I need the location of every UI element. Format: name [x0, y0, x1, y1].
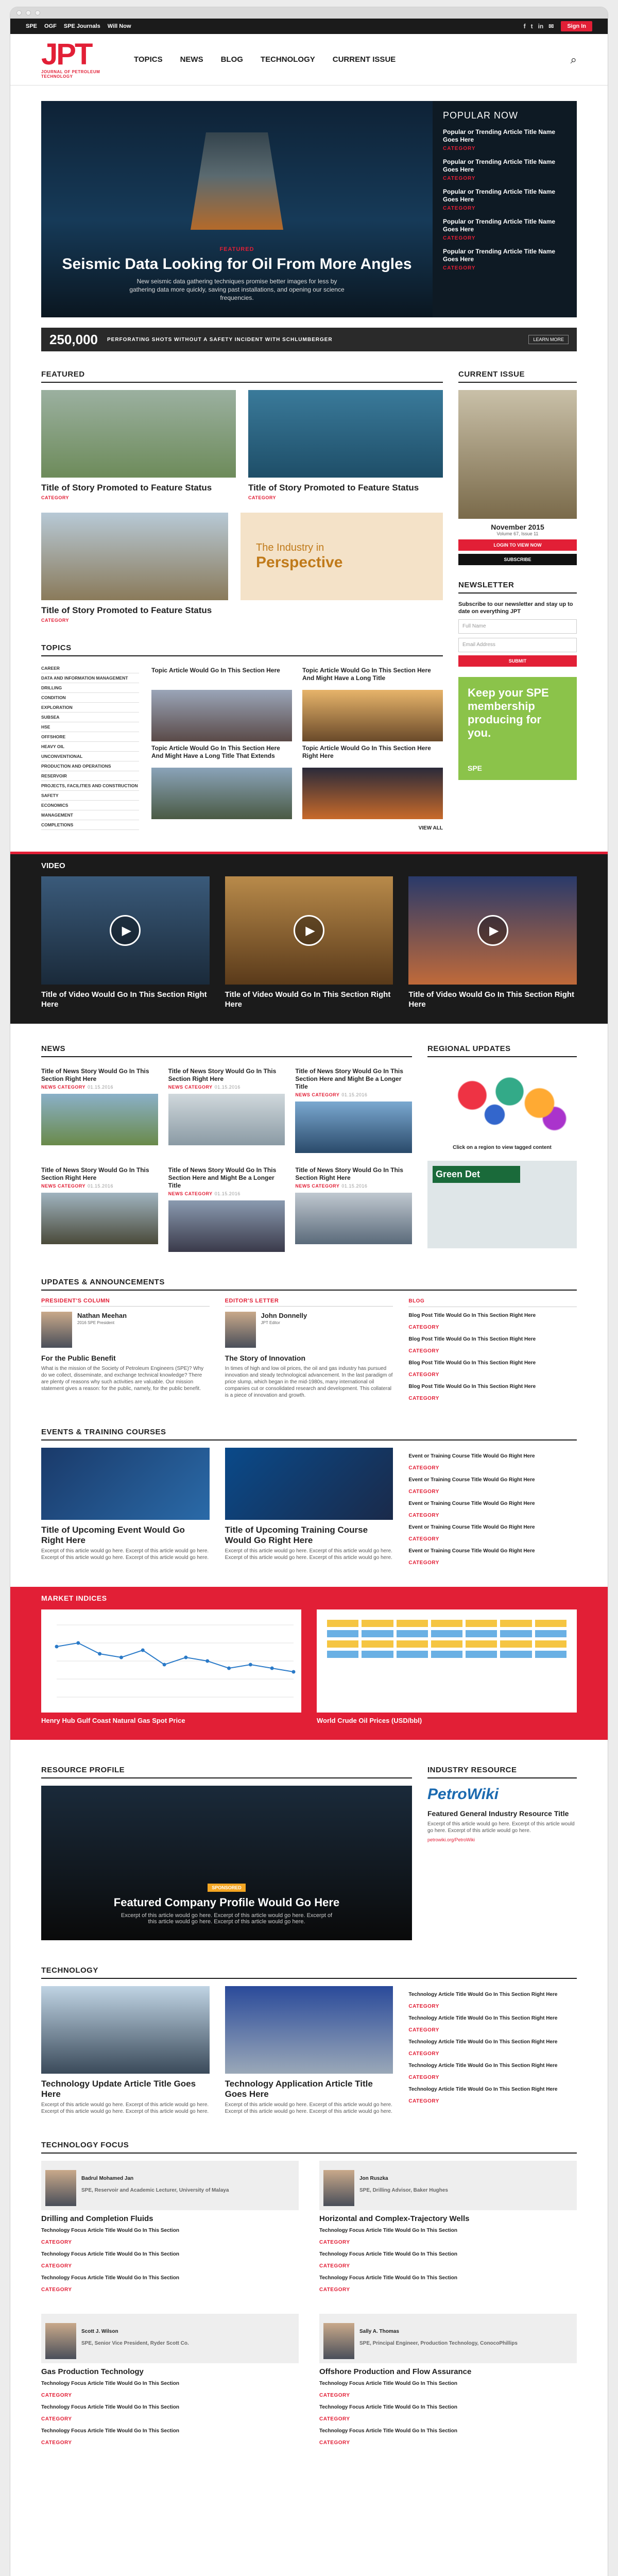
event-list-item[interactable]: Event or Training Course Title Would Go Right Here CATEGORY: [408, 1501, 535, 1518]
topic-articles: [151, 664, 443, 831]
focus-item[interactable]: Technology Focus Article Title Would Go In This Section CATEGORY: [319, 2404, 457, 2422]
focus-block: Scott J. Wilson SPE, Senior Vice President, Ryder Scott Co. Gas Production Technology Technology Focus Article Title Would Go In This Section CATEGORY Technology Focus Article Title Would Go In This Section CATEGORY Technology Focus Article Title Would Go In This Section CATEGORY: [41, 2314, 299, 2446]
video-thumbnail: [225, 876, 393, 985]
topic-link[interactable]: UNCONVENTIONAL: [41, 752, 139, 761]
regional-updates: [427, 1044, 577, 1252]
gas-price-caption: Henry Hub Gulf Coast Natural Gas Spot Price: [41, 1717, 185, 1724]
spe-membership-ad[interactable]: Keep your SPE membership producing for you. SPE: [458, 677, 577, 780]
data-point: [205, 1659, 209, 1663]
topic-link[interactable]: CONDITION: [41, 693, 139, 703]
main-nav: [134, 55, 571, 64]
focus-item[interactable]: Technology Focus Article Title Would Go In This Section CATEGORY: [319, 2428, 457, 2446]
table-cell: [397, 1640, 428, 1648]
newsletter-submit-button[interactable]: SUBMIT: [458, 655, 577, 667]
topic-link[interactable]: COMPLETIONS: [41, 820, 139, 830]
focus-item[interactable]: Technology Focus Article Title Would Go In This Section CATEGORY: [41, 2428, 179, 2446]
issue-volume: Volume 67, Issue 11: [496, 531, 539, 536]
table-cell: [431, 1620, 462, 1627]
video-section: [10, 852, 608, 1024]
event-image: [225, 1448, 393, 1520]
table-cell: [500, 1651, 531, 1658]
featured-section: [41, 370, 443, 831]
top-bar: [10, 19, 608, 34]
browser-chrome: [10, 7, 608, 19]
topic-article[interactable]: Topic Article Would Go In This Section Here And Might Have a Long Title That Extends: [151, 690, 292, 761]
gas-chart-svg: [41, 1609, 301, 1713]
sign-in-button[interactable]: Sign In: [561, 21, 592, 31]
topic-article[interactable]: Topic Article Would Go In This Section Here And Might Have a Long Title: [302, 667, 431, 682]
market-heading: MARKET INDICES: [41, 1594, 107, 1602]
data-point: [119, 1656, 123, 1659]
topic-link[interactable]: SAFETY: [41, 791, 139, 801]
data-point: [249, 1663, 252, 1667]
featured-card[interactable]: Title of Story Promoted to Feature Status CATEGORY: [248, 390, 443, 500]
focus-item[interactable]: Technology Focus Article Title Would Go In This Section CATEGORY: [41, 2228, 179, 2245]
news-image: [41, 1094, 158, 1145]
topic-link[interactable]: HSE: [41, 722, 139, 732]
table-cell: [535, 1651, 566, 1658]
hero-title[interactable]: Seismic Data Looking for Oil From More Angles: [62, 256, 412, 273]
data-point: [270, 1667, 274, 1670]
event-list-item[interactable]: Event or Training Course Title Would Go Right Here CATEGORY: [408, 1548, 535, 1566]
popular-item[interactable]: Popular or Trending Article Title Name Goes Here CATEGORY: [443, 248, 556, 271]
petrowiki-link[interactable]: petrowiki.org/PetroWiki: [427, 1837, 475, 1842]
gas-price-chart[interactable]: [41, 1609, 301, 1713]
focus-item[interactable]: Technology Focus Article Title Would Go In This Section CATEGORY: [319, 2381, 457, 2398]
hero-excerpt: New seismic data gathering techniques promise better images for less by gathering data more quickly, saving past installations, and opening our science frequencies.: [129, 278, 345, 301]
topbar-link[interactable]: SPE Journals: [63, 23, 100, 29]
table-cell: [397, 1630, 428, 1637]
featured-area: [41, 370, 577, 831]
name-field[interactable]: Full Name: [458, 619, 577, 634]
video-card[interactable]: ▶ Title of Video Would Go In This Section Right Here: [41, 876, 210, 1009]
focus-title[interactable]: Horizontal and Complex-Trajectory Wells: [319, 2214, 470, 2223]
regional-heading: REGIONAL UPDATES: [427, 1044, 577, 1057]
focus-block: Jon Ruszka SPE, Drilling Advisor, Baker Hughes Horizontal and Complex-Trajectory Wells Technology Focus Article Title Would Go In This Section CATEGORY Technology Focus Article Title Would Go In This Section CATEGORY Technology Focus Article Title Would Go In This Section CATEGORY: [319, 2161, 577, 2293]
hero: [41, 101, 577, 317]
avatar: [323, 2170, 354, 2206]
table-cell: [535, 1620, 566, 1627]
play-icon[interactable]: ▶: [110, 915, 141, 946]
data-point: [76, 1641, 80, 1645]
video-thumbnail: [41, 876, 210, 985]
resource-profile: [41, 1766, 412, 1940]
table-cell: [466, 1620, 497, 1627]
learn-more-button[interactable]: LEARN MORE: [528, 335, 569, 344]
table-cell: [327, 1620, 358, 1627]
technology-focus: [41, 2141, 577, 2446]
featured-card[interactable]: Title of Story Promoted to Feature Status CATEGORY: [41, 513, 228, 623]
tech-image: [41, 1986, 210, 2074]
news-image: [295, 1101, 412, 1153]
focus-block: Sally A. Thomas SPE, Principal Engineer, Production Technology, ConocoPhillips Offshore Production and Flow Assurance Technology Focus Article Title Would Go In This Section CATEGORY Technology Focus Article Title Would Go In This Section CATEGORY Technology Focus Article Title Would Go In This Section CATEGORY: [319, 2314, 577, 2446]
table-cell: [362, 1651, 393, 1658]
popular-now: [433, 101, 577, 317]
magazine-cover[interactable]: [458, 390, 577, 519]
site-header: [10, 34, 608, 86]
sponsored-badge: SPONSORED: [208, 1884, 246, 1892]
table-cell: [535, 1630, 566, 1637]
tech-list-item[interactable]: Technology Article Title Would Go In This Section Right Here CATEGORY: [408, 2087, 558, 2104]
editors-letter: EDITOR'S LETTER John Donnelly JPT Editor The Story of Innovation In times of high and low oil prices, the oil and gas industry has pursued innovation and steady technological advancement. In the last paradigm of price slump, which began in the mid-1980s, many international oil companies cut or consolidated research and development. This collateral is a piece of innovation and growth.: [225, 1298, 393, 1398]
sidebar: [458, 370, 577, 831]
data-point: [184, 1656, 187, 1659]
focus-item[interactable]: Technology Focus Article Title Would Go In This Section CATEGORY: [41, 2404, 179, 2422]
event-image: [41, 1448, 210, 1520]
topic-link[interactable]: ECONOMICS: [41, 801, 139, 810]
featured-image: [41, 390, 236, 478]
table-cell: [431, 1630, 462, 1637]
video-heading: VIDEO: [41, 861, 65, 870]
video-card[interactable]: ▶ Title of Video Would Go In This Section Right Here: [225, 876, 393, 1009]
table-cell: [327, 1651, 358, 1658]
presidents-column: PRESIDENT'S COLUMN Nathan Meehan 2016 SPE President For the Public Benefit What is the mission of the Society of Petroleum Engineers (SPE)? Why do we collect, disseminate, and exchange technical knowledge? There are plenty of reasons why such activities are valuable. Our mission statement gives a reason: for the public, namely, for the public benefit.: [41, 1298, 210, 1402]
topic-link[interactable]: SUBSEA: [41, 713, 139, 722]
event-list: [408, 1448, 577, 1566]
table-cell: [535, 1640, 566, 1648]
updates-heading: UPDATES & ANNOUNCEMENTS: [41, 1278, 577, 1291]
topic-link[interactable]: RESERVOIR: [41, 771, 139, 781]
popular-item[interactable]: Popular or Trending Article Title Name Goes Here CATEGORY: [443, 158, 556, 181]
event-card[interactable]: Title of Upcoming Event Would Go Right Here Excerpt of this article would go here. Excerpt of this article would go here. Excerpt of this article would go here. Excerpt of this article would go here.: [41, 1448, 210, 1566]
table-cell: [362, 1620, 393, 1627]
focus-item[interactable]: Technology Focus Article Title Would Go In This Section CATEGORY: [41, 2381, 179, 2398]
news-image: [168, 1200, 285, 1252]
green-det-ad[interactable]: Green Det: [427, 1161, 577, 1248]
news-item[interactable]: Title of News Story Would Go In This Section Here and Might Be a Longer Title NEWS CATEGORY 01.15.2016: [168, 1163, 285, 1252]
tech-card[interactable]: Technology Update Article Title Goes Here Excerpt of this article would go here. Excerpt of this article would go here. Excerpt of this article would go here. Excerpt of this article would go here.: [41, 1986, 210, 2115]
portrait-image: [151, 690, 292, 741]
window-dot[interactable]: [16, 10, 22, 15]
blog-list: BLOG Blog Post Title Would Go In This Section Right Here CATEGORY Blog Post Title Would Go In This Section Right Here CATEGORY Blog Post Title Would Go In This Section Right Here CATEGORY Blog Post Title Would Go In This Section Right Here CATEGORY: [408, 1298, 577, 1402]
table-cell: [362, 1640, 393, 1648]
pumpjack-image: [302, 690, 443, 741]
focus-item[interactable]: Technology Focus Article Title Would Go In This Section CATEGORY: [319, 2251, 457, 2269]
popular-item[interactable]: Popular or Trending Article Title Name Goes Here CATEGORY: [443, 128, 556, 151]
popular-item[interactable]: Popular or Trending Article Title Name Goes Here CATEGORY: [443, 218, 556, 241]
editor-title[interactable]: The Story of Innovation: [225, 1354, 306, 1362]
twitter-icon[interactable]: t: [530, 23, 533, 30]
featured-image: [41, 513, 228, 600]
current-issue-heading: CURRENT ISSUE: [458, 370, 577, 383]
video-thumbnail: [408, 876, 577, 985]
event-card[interactable]: Title of Upcoming Training Course Would Go Right Here Excerpt of this article would go here. Excerpt of this article would go here. Excerpt of this article would go here. Excerpt of this article would go here.: [225, 1448, 393, 1566]
window-dot[interactable]: [26, 10, 31, 15]
topbar-link[interactable]: Will Now: [107, 23, 131, 29]
industry-perspective-ad[interactable]: The Industry in Perspective: [241, 513, 443, 600]
news-section: [41, 1044, 412, 1252]
issue-month: November 2015: [491, 523, 544, 531]
resource-area: [41, 1766, 577, 1940]
blog-item[interactable]: Blog Post Title Would Go In This Section Right Here CATEGORY: [408, 1313, 536, 1330]
topic-link[interactable]: HEAVY OIL: [41, 742, 139, 752]
topic-link[interactable]: DATA AND INFORMATION MANAGEMENT: [41, 673, 139, 683]
topic-image[interactable]: [151, 768, 292, 819]
event-list-item[interactable]: Event or Training Course Title Would Go Right Here CATEGORY: [408, 1453, 535, 1471]
play-icon[interactable]: ▶: [294, 915, 324, 946]
login-view-button[interactable]: LOGIN TO VIEW NOW: [458, 539, 577, 551]
petrowiki-logo[interactable]: PetroWiki: [427, 1786, 499, 1803]
focus-title[interactable]: Offshore Production and Flow Assurance: [319, 2367, 472, 2376]
focus-item[interactable]: Technology Focus Article Title Would Go In This Section CATEGORY: [41, 2275, 179, 2293]
facebook-icon[interactable]: f: [523, 23, 526, 30]
table-cell: [397, 1620, 428, 1627]
nav-current-issue[interactable]: CURRENT ISSUE: [332, 55, 396, 64]
tech-list-item[interactable]: Technology Article Title Would Go In This Section Right Here CATEGORY: [408, 2015, 558, 2033]
play-icon[interactable]: ▶: [477, 915, 508, 946]
popular-item[interactable]: Popular or Trending Article Title Name Goes Here CATEGORY: [443, 188, 556, 211]
news-item[interactable]: Title of News Story Would Go In This Section Right Here NEWS CATEGORY 01.15.2016: [41, 1163, 158, 1252]
map-caption: Click on a region to view tagged content: [453, 1145, 552, 1150]
featured-heading: FEATURED: [41, 370, 443, 383]
data-point: [98, 1652, 101, 1656]
topic-link[interactable]: OFFSHORE: [41, 732, 139, 742]
linkedin-icon[interactable]: in: [538, 23, 544, 30]
focus-item[interactable]: Technology Focus Article Title Would Go In This Section CATEGORY: [319, 2275, 457, 2293]
oil-price-panel: [317, 1609, 577, 1724]
topics-heading: TOPICS: [41, 643, 443, 656]
tech-list: [408, 1986, 577, 2115]
nav-news[interactable]: NEWS: [180, 55, 203, 64]
window-dot[interactable]: [35, 10, 40, 15]
topics-list: [41, 664, 139, 831]
safety-text: PERFORATING SHOTS WITHOUT A SAFETY INCIDENT WITH SCHLUMBERGER: [107, 336, 333, 343]
event-list-item[interactable]: Event or Training Course Title Would Go Right Here CATEGORY: [408, 1524, 535, 1542]
gas-price-panel: [41, 1609, 301, 1724]
tech-list-item[interactable]: Technology Article Title Would Go In This Section Right Here CATEGORY: [408, 2039, 558, 2057]
focus-block: Badrul Mohamed Jan SPE, Reservoir and Academic Lecturer, University of Malaya Drilling and Completion Fluids Technology Focus Article Title Would Go In This Section CATEGORY Technology Focus Article Title Would Go In This Section CATEGORY Technology Focus Article Title Would Go In This Section CATEGORY: [41, 2161, 299, 2293]
hero-category: FEATURED: [219, 246, 254, 252]
updates-section: [41, 1278, 577, 1402]
avatar: [45, 2323, 76, 2359]
news-item[interactable]: Title of News Story Would Go In This Section Right Here NEWS CATEGORY 01.15.2016: [295, 1163, 412, 1252]
table-cell: [500, 1640, 531, 1648]
nav-technology[interactable]: TECHNOLOGY: [260, 55, 315, 64]
data-point: [292, 1670, 296, 1674]
subscribe-button[interactable]: SUBSCRIBE: [458, 554, 577, 565]
oil-rig-image: [160, 122, 314, 230]
oil-price-table[interactable]: [317, 1609, 577, 1713]
news-item[interactable]: Title of News Story Would Go In This Section Right Here NEWS CATEGORY 01.15.2016: [41, 1064, 158, 1153]
news-heading: NEWS: [41, 1044, 412, 1057]
resource-heading: RESOURCE PROFILE: [41, 1766, 412, 1778]
topic-article[interactable]: Topic Article Would Go In This Section Here Right Here: [302, 690, 443, 761]
blog-item[interactable]: Blog Post Title Would Go In This Section Right Here CATEGORY: [408, 1336, 536, 1354]
event-list-item[interactable]: Event or Training Course Title Would Go Right Here CATEGORY: [408, 1477, 535, 1495]
search-icon[interactable]: ⌕: [570, 53, 577, 66]
focus-heading: TECHNOLOGY FOCUS: [41, 2141, 577, 2154]
table-cell: [431, 1640, 462, 1648]
technology-heading: TECHNOLOGY: [41, 1966, 577, 1979]
company-profile-feature[interactable]: SPONSORED Featured Company Profile Would Go Here Excerpt of this article would go here. Excerpt of this article would go here. Excerpt of this article would go here. Excerpt of this article would go here.: [41, 1786, 412, 1940]
industry-resource: INDUSTRY RESOURCE PetroWiki Featured General Industry Resource Title Excerpt of this article would go here. Excerpt of this article would go here. Excerpt of this article would go here. petrowiki.org/PetroWiki: [427, 1766, 577, 1940]
safety-number: 250,000: [49, 331, 98, 347]
data-point: [227, 1667, 231, 1670]
table-cell: [327, 1640, 358, 1648]
jpt-logo[interactable]: JPT JOURNAL OF PETROLEUM TECHNOLOGY: [41, 37, 100, 79]
avatar: [45, 2170, 76, 2206]
table-cell: [500, 1630, 531, 1637]
news-image: [41, 1193, 158, 1244]
focus-item[interactable]: Technology Focus Article Title Would Go In This Section CATEGORY: [319, 2228, 457, 2245]
safety-banner-ad[interactable]: [41, 328, 577, 351]
focus-title[interactable]: Gas Production Technology: [41, 2367, 144, 2376]
newsletter-text: Subscribe to our newsletter and stay up to date on everything JPT: [458, 601, 573, 615]
data-point: [141, 1649, 145, 1652]
hero-feature[interactable]: [41, 101, 433, 317]
table-cell: [466, 1630, 497, 1637]
avatar: [225, 1312, 256, 1348]
tech-list-item[interactable]: Technology Article Title Would Go In This Section Right Here CATEGORY: [408, 2063, 558, 2080]
blog-item[interactable]: Blog Post Title Would Go In This Section Right Here CATEGORY: [408, 1360, 536, 1378]
topic-link[interactable]: DRILLING: [41, 683, 139, 693]
view-all-link[interactable]: VIEW ALL: [418, 825, 443, 831]
table-cell: [466, 1651, 497, 1658]
topic-link[interactable]: CAREER: [41, 664, 139, 673]
featured-image: [248, 390, 443, 478]
news-image: [168, 1094, 285, 1145]
avatar: [41, 1312, 72, 1348]
data-point: [163, 1663, 166, 1667]
news-item[interactable]: Title of News Story Would Go In This Section Right Here NEWS CATEGORY 01.15.2016: [168, 1064, 285, 1153]
blog-item[interactable]: Blog Post Title Would Go In This Section Right Here CATEGORY: [408, 1384, 536, 1401]
table-cell: [327, 1630, 358, 1637]
topbar-link[interactable]: OGF: [44, 23, 57, 29]
browser-window: [10, 7, 608, 2576]
nav-topics[interactable]: TOPICS: [134, 55, 163, 64]
video-card[interactable]: ▶ Title of Video Would Go In This Section Right Here: [408, 876, 577, 1009]
popular-heading: POPULAR NOW: [443, 110, 519, 121]
topic-image[interactable]: [302, 768, 443, 819]
email-icon[interactable]: ✉: [548, 23, 554, 30]
president-title[interactable]: For the Public Benefit: [41, 1354, 116, 1362]
email-field[interactable]: Email Address: [458, 638, 577, 652]
gas-price-line: [57, 1643, 294, 1672]
topic-link[interactable]: PROJECTS, FACILITIES AND CONSTRUCTION: [41, 781, 139, 791]
featured-card[interactable]: Title of Story Promoted to Feature Status CATEGORY: [41, 390, 236, 500]
table-cell: [397, 1651, 428, 1658]
tech-image: [225, 1986, 393, 2074]
topic-article[interactable]: Topic Article Would Go In This Section Here: [151, 667, 280, 674]
topbar-link[interactable]: SPE: [26, 23, 38, 29]
technology-section: [41, 1966, 577, 2115]
topic-link[interactable]: PRODUCTION AND OPERATIONS: [41, 761, 139, 771]
news-area: [41, 1044, 577, 1252]
events-section: [41, 1428, 577, 1566]
industry-heading: INDUSTRY RESOURCE: [427, 1766, 577, 1778]
news-image: [295, 1193, 412, 1244]
table-cell: [431, 1651, 462, 1658]
table-cell: [362, 1630, 393, 1637]
focus-title[interactable]: Drilling and Completion Fluids: [41, 2214, 153, 2223]
topic-link[interactable]: EXPLORATION: [41, 703, 139, 713]
table-cell: [500, 1620, 531, 1627]
market-indices: [10, 1587, 608, 1740]
focus-item[interactable]: Technology Focus Article Title Would Go In This Section CATEGORY: [41, 2251, 179, 2269]
world-map[interactable]: [427, 1064, 577, 1142]
data-point: [55, 1645, 59, 1649]
tech-card[interactable]: Technology Application Article Title Goes Here Excerpt of this article would go here. Excerpt of this article would go here. Excerpt of this article would go here. Excerpt of this article would go here.: [225, 1986, 393, 2115]
newsletter-heading: NEWSLETTER: [458, 581, 577, 594]
table-cell: [466, 1640, 497, 1648]
news-item[interactable]: Title of News Story Would Go In This Section Here and Might Be a Longer Title NEWS CATEGORY 01.15.2016: [295, 1064, 412, 1153]
avatar: [323, 2323, 354, 2359]
nav-blog[interactable]: BLOG: [220, 55, 243, 64]
tech-list-item[interactable]: Technology Article Title Would Go In This Section Right Here CATEGORY: [408, 1992, 558, 2009]
topic-link[interactable]: MANAGEMENT: [41, 810, 139, 820]
oil-price-caption: World Crude Oil Prices (USD/bbl): [317, 1717, 422, 1724]
events-heading: EVENTS & TRAINING COURSES: [41, 1428, 577, 1440]
